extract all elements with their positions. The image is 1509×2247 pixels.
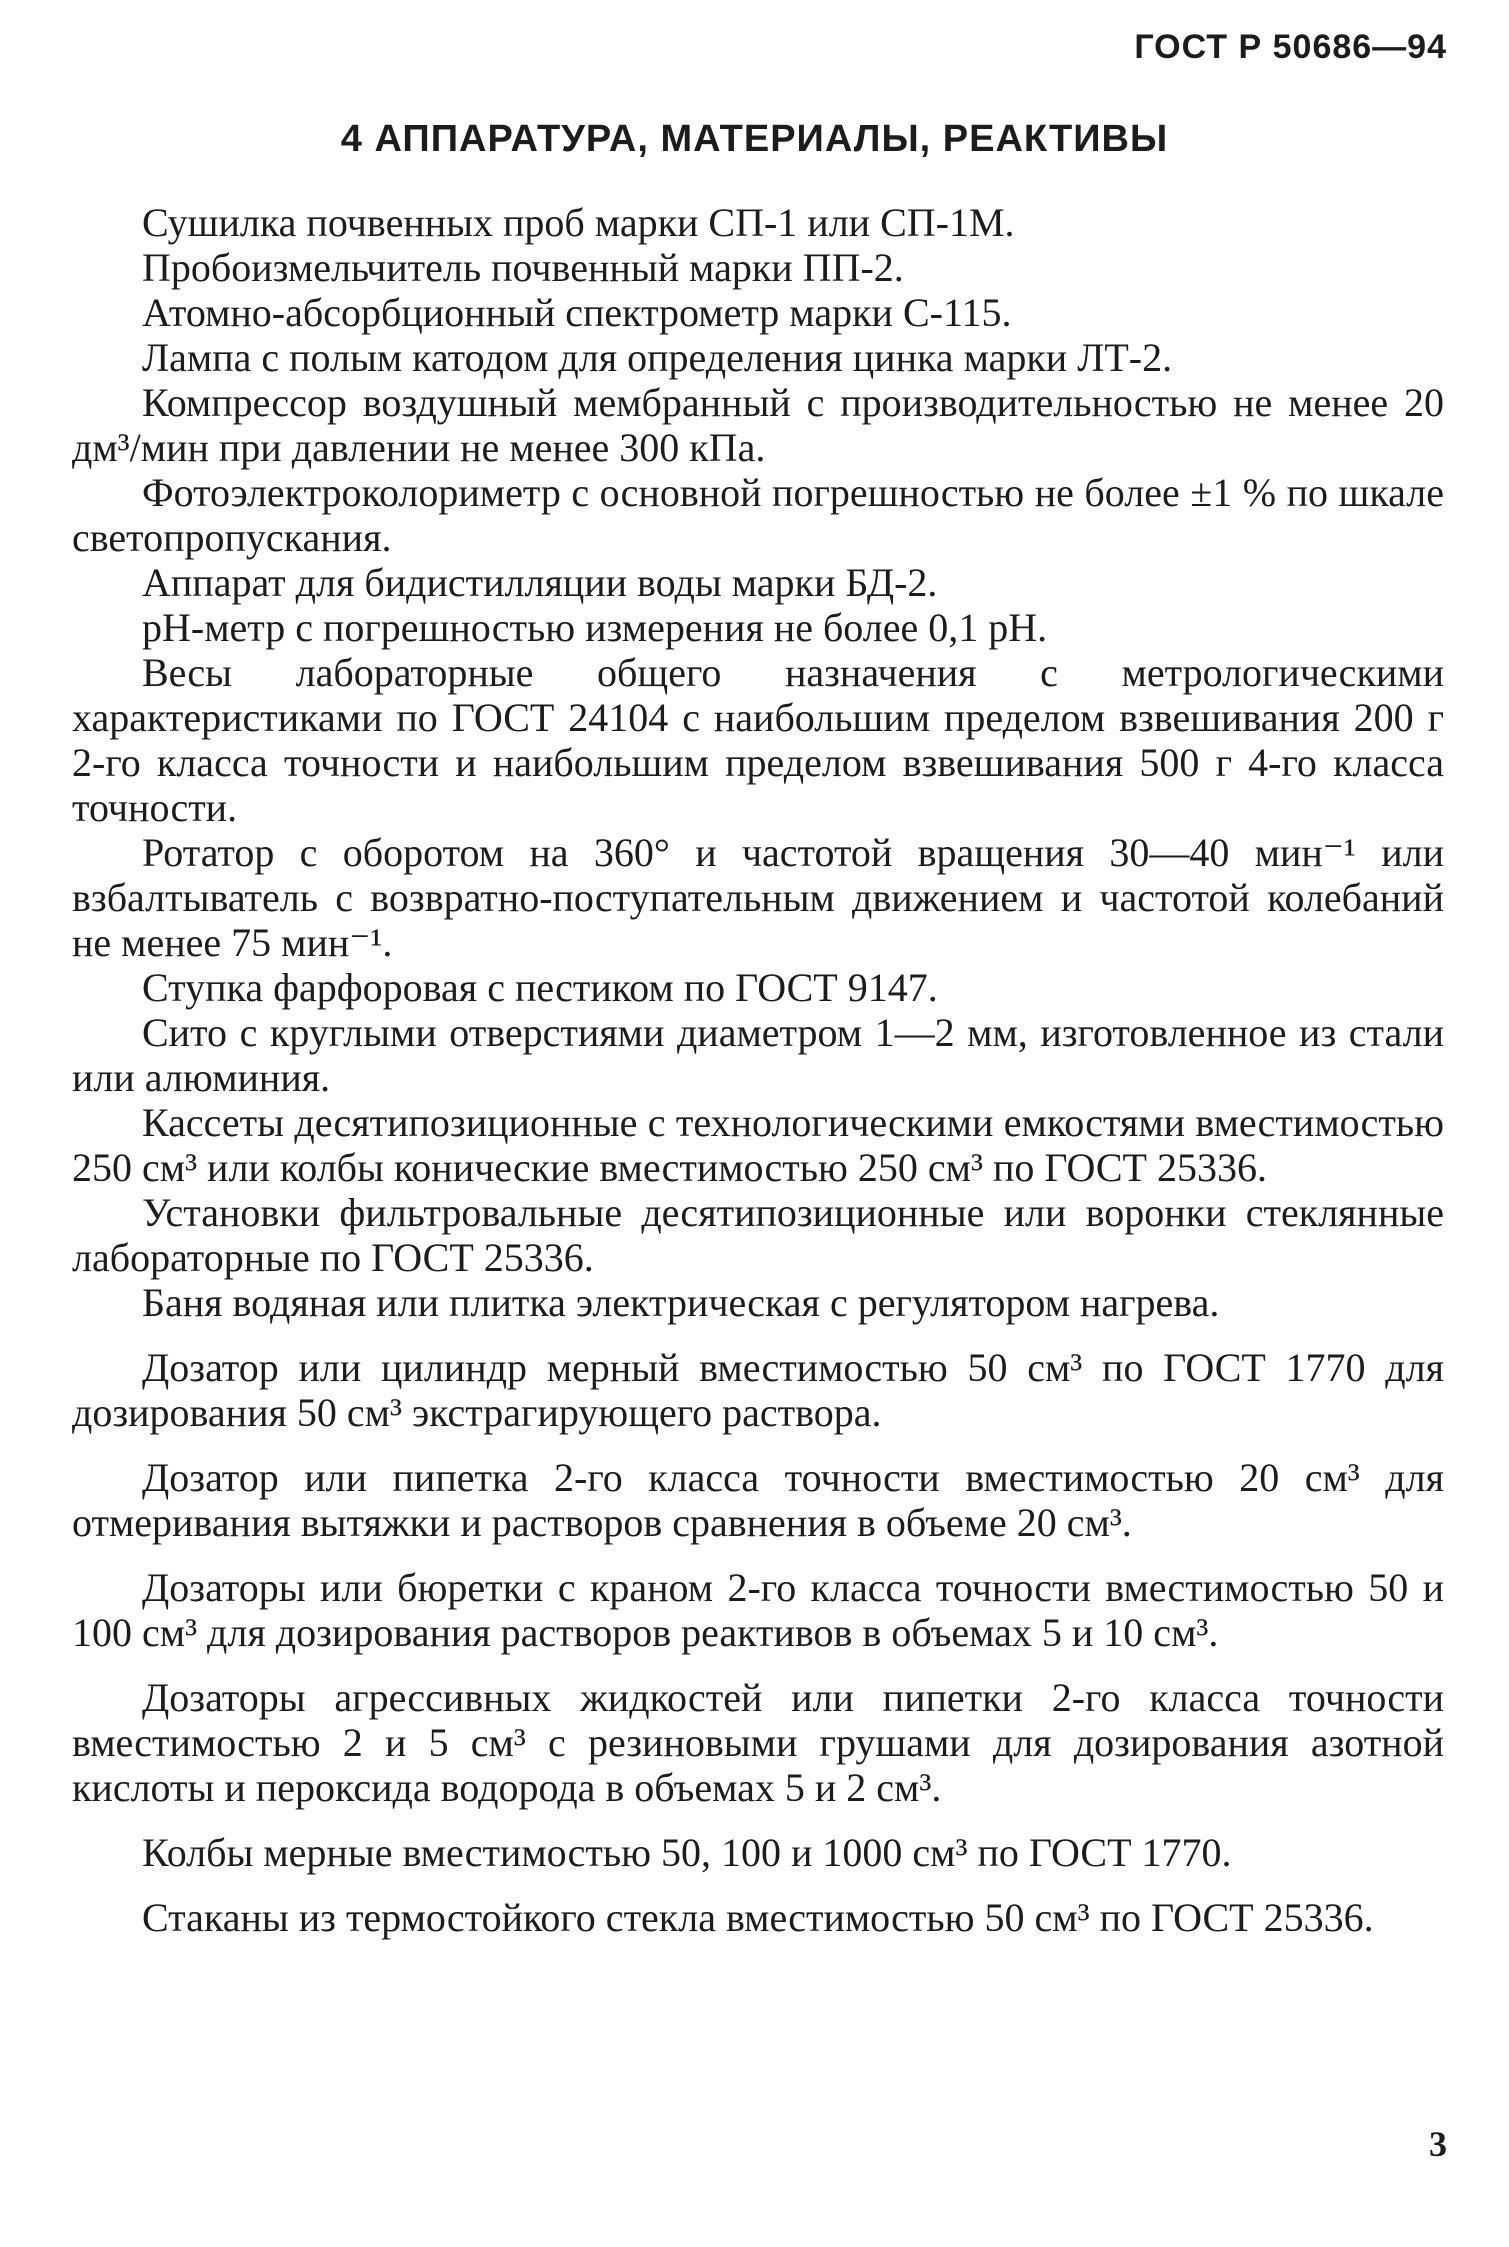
- paragraph: Дозатор или цилиндр мерный вместимостью 50 см³ по ГОСТ 1770 для дозирования 50 см³ экстрагирующего раствора.: [72, 1345, 1444, 1435]
- paragraph: Установки фильтровальные десятипозиционные или воронки стеклянные лабораторные по ГОСТ 25336.: [72, 1190, 1444, 1280]
- paragraph: Сушилка почвенных проб марки СП-1 или СП-1М.: [142, 200, 1015, 245]
- paragraph: Пробоизмельчитель почвенный марки ПП-2.: [142, 245, 904, 290]
- paragraph: Атомно-абсорбционный спектрометр марки С-115.: [142, 290, 1012, 335]
- paragraph: Лампа с полым катодом для определения цинка марки ЛТ-2.: [142, 335, 1173, 380]
- page-number: 3: [1429, 2124, 1447, 2164]
- paragraph: Дозаторы или бюретки с краном 2-го класса точности вместимостью 50 и 100 см³ для дозирования растворов реактивов в объемах 5 и 10 см³.: [72, 1565, 1444, 1655]
- paragraph: Баня водяная или плитка электрическая с регулятором нагрева.: [142, 1280, 1220, 1325]
- paragraph: Дозаторы агрессивных жидкостей или пипетки 2-го класса точности вместимостью 2 и 5 см³ с резиновыми грушами для дозирования азотной кислоты и пероксида водорода в объемах 5 и 2 см³.: [72, 1675, 1444, 1810]
- document-number: ГОСТ Р 50686—94: [1134, 28, 1447, 66]
- document-body: [72, 200, 1444, 1940]
- paragraph: Сито с круглыми отверстиями диаметром 1—2 мм, изготовленное из стали или алюминия.: [72, 1010, 1444, 1100]
- paragraph: Компрессор воздушный мембранный с производительностью не менее 20 дм³/мин при давлении не менее 300 кПа.: [72, 380, 1444, 470]
- paragraph: Аппарат для бидистилляции воды марки БД-2.: [142, 560, 938, 605]
- paragraph: Кассеты десятипозиционные с технологическими емкостями вместимостью 250 см³ или колбы конические вместимостью 250 см³ по ГОСТ 25336.: [72, 1100, 1444, 1190]
- paragraph: Ротатор с оборотом на 360° и частотой вращения 30—40 мин⁻¹ или взбалтыватель с возвратно-поступательным движением и частотой колебаний не менее 75 мин⁻¹.: [72, 830, 1444, 965]
- paragraph: Колбы мерные вместимостью 50, 100 и 1000 см³ по ГОСТ 1770.: [142, 1830, 1232, 1875]
- section-title: 4 АППАРАТУРА, МАТЕРИАЛЫ, РЕАКТИВЫ: [340, 118, 1169, 160]
- paragraph: Дозатор или пипетка 2-го класса точности вместимостью 20 см³ для отмеривания вытяжки и растворов сравнения в объеме 20 см³.: [72, 1455, 1444, 1545]
- paragraph: Ступка фарфоровая с пестиком по ГОСТ 9147.: [142, 965, 938, 1010]
- paragraph: Весы лабораторные общего назначения с метрологическими характеристиками по ГОСТ 24104 с наибольшим пределом взвешивания 200 г 2-го класса точности и наибольшим пределом взвешивания 500 г 4-го класса точности.: [72, 650, 1444, 830]
- paragraph: Фотоэлектроколориметр с основной погрешностью не более ±1 % по шкале светопропускания.: [72, 470, 1444, 560]
- paragraph: pH-метр с погрешностью измерения не более 0,1 pH.: [142, 605, 1048, 650]
- paragraph: Стаканы из термостойкого стекла вместимостью 50 см³ по ГОСТ 25336.: [142, 1895, 1374, 1940]
